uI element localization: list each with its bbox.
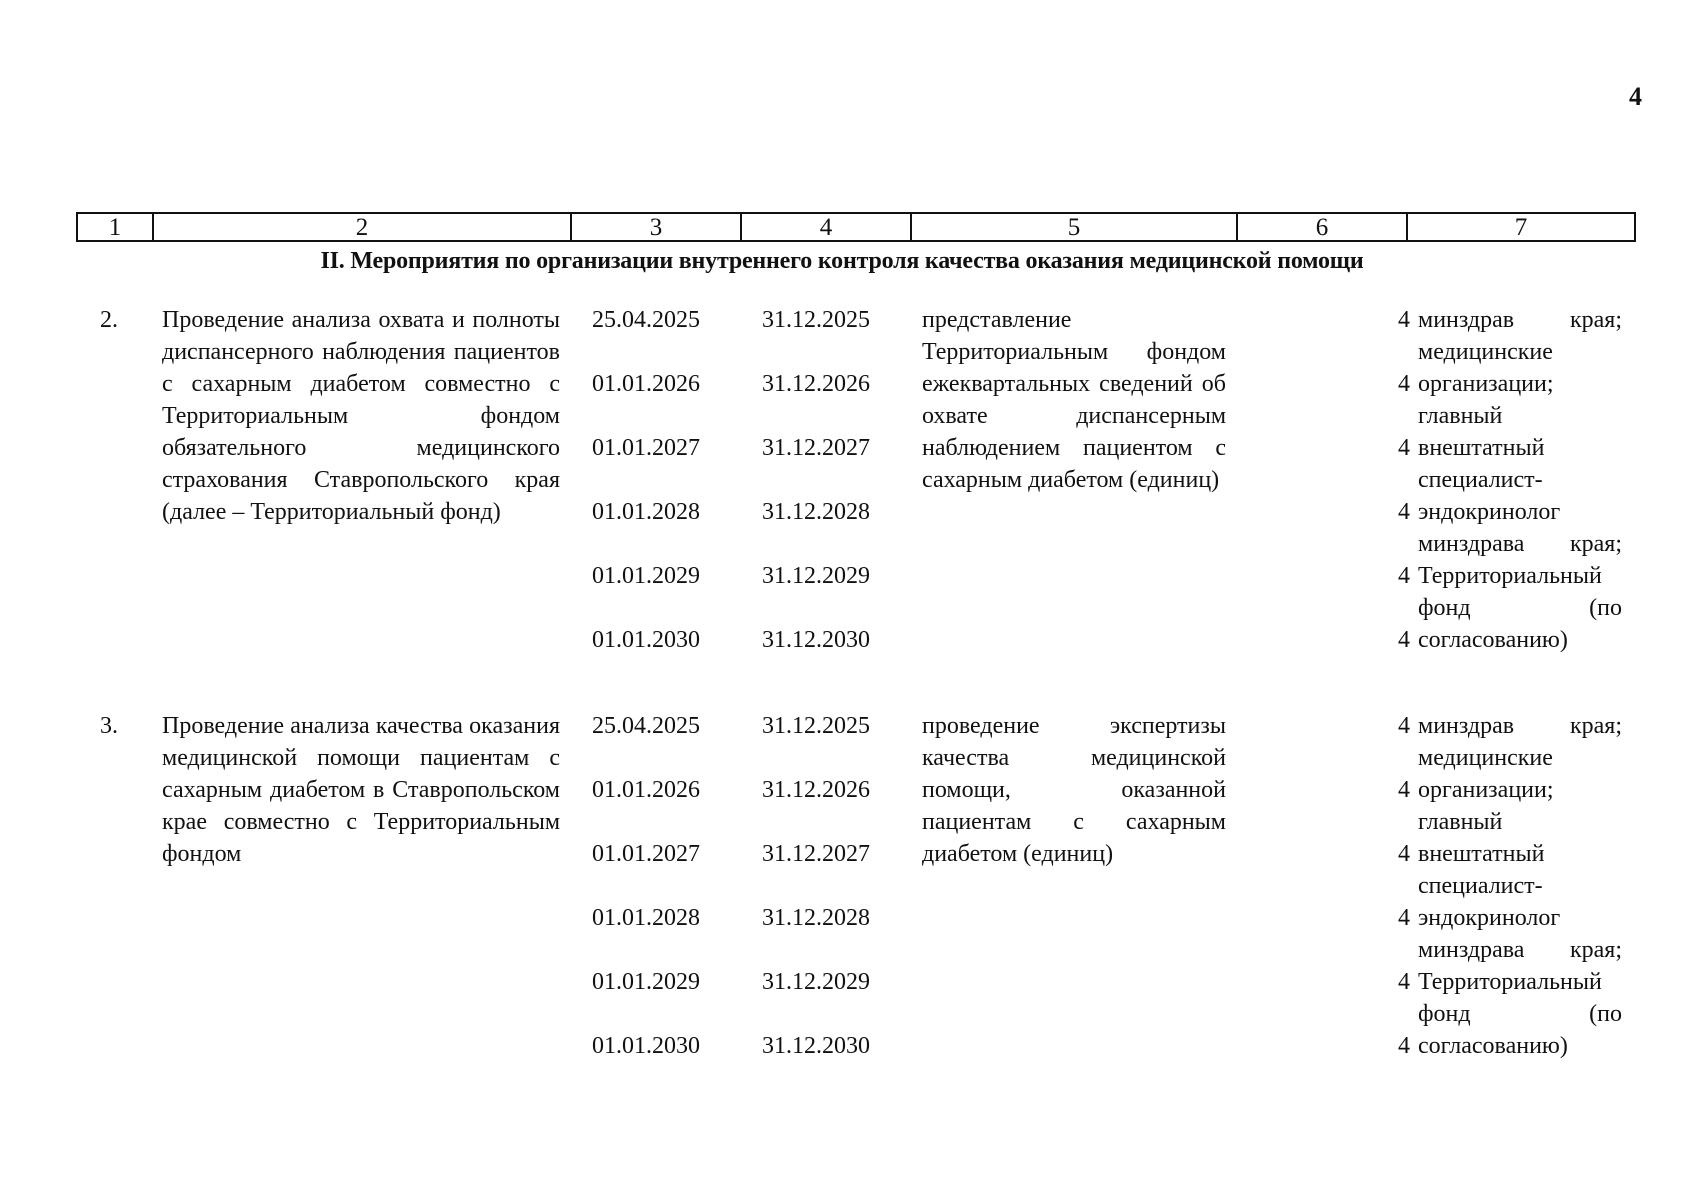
end-date: 31.12.2029 xyxy=(762,969,870,995)
target-value: 4 xyxy=(1398,627,1410,653)
target-value: 4 xyxy=(1398,1033,1410,1059)
column-number: 3 xyxy=(572,214,742,240)
period-list xyxy=(592,304,912,688)
period xyxy=(592,496,912,560)
responsible-parties: минздрав края; медицинские организации; главный внештатный специалист-эндокринолог минздрава края; Территориальный фонд (по согласованию) xyxy=(1418,713,1622,1059)
column-number: 4 xyxy=(742,214,912,240)
start-date: 01.01.2030 xyxy=(592,627,700,653)
indicator-description: представление Территориальным фондом ежеквартальных сведений об охвате диспансерным наблюдением пациентом с сахарным диабетом (единиц) xyxy=(922,307,1226,493)
period xyxy=(592,838,912,902)
column-number-header xyxy=(76,212,1636,242)
target-value: 4 xyxy=(1398,499,1410,525)
end-date: 31.12.2029 xyxy=(762,563,870,589)
activity-description: Проведение анализа качества оказания медицинской помощи пациентам с сахарным диабетом в Ставропольском крае совместно с Территориальным фондом xyxy=(162,713,560,867)
period xyxy=(592,432,912,496)
target-values xyxy=(1370,304,1410,688)
end-date: 31.12.2027 xyxy=(762,841,870,867)
end-date: 31.12.2026 xyxy=(762,371,870,397)
row-number: 3. xyxy=(100,713,118,739)
activity-description: Проведение анализа охвата и полноты диспансерного наблюдения пациентов с сахарным диабетом совместно с Территориальным фондом обязательного медицинского страхования Ставропольского края (далее – Территориальный фонд) xyxy=(162,307,560,525)
indicator-description: проведение экспертизы качества медицинской помощи, оказанной пациентам с сахарным диабетом (единиц) xyxy=(922,713,1226,867)
target-value: 4 xyxy=(1398,307,1410,333)
end-date: 31.12.2030 xyxy=(762,1033,870,1059)
end-date: 31.12.2028 xyxy=(762,905,870,931)
target-value: 4 xyxy=(1398,371,1410,397)
period xyxy=(592,1030,912,1094)
column-number: 6 xyxy=(1238,214,1408,240)
target-value: 4 xyxy=(1398,713,1410,739)
target-value: 4 xyxy=(1398,777,1410,803)
period-list xyxy=(592,710,912,1094)
page-number: 4 xyxy=(1629,82,1642,111)
period xyxy=(592,560,912,624)
start-date: 25.04.2025 xyxy=(592,713,700,739)
start-date: 01.01.2029 xyxy=(592,563,700,589)
end-date: 31.12.2025 xyxy=(762,307,870,333)
start-date: 01.01.2026 xyxy=(592,371,700,397)
end-date: 31.12.2030 xyxy=(762,627,870,653)
start-date: 01.01.2028 xyxy=(592,499,700,525)
start-date: 01.01.2026 xyxy=(592,777,700,803)
period xyxy=(592,902,912,966)
start-date: 01.01.2030 xyxy=(592,1033,700,1059)
period xyxy=(592,304,912,368)
start-date: 01.01.2029 xyxy=(592,969,700,995)
end-date: 31.12.2027 xyxy=(762,435,870,461)
start-date: 01.01.2028 xyxy=(592,905,700,931)
column-number: 5 xyxy=(912,214,1238,240)
period xyxy=(592,966,912,1030)
target-value: 4 xyxy=(1398,563,1410,589)
end-date: 31.12.2028 xyxy=(762,499,870,525)
column-number: 7 xyxy=(1514,214,1528,241)
target-value: 4 xyxy=(1398,841,1410,867)
end-date: 31.12.2026 xyxy=(762,777,870,803)
row-number: 2. xyxy=(100,307,118,333)
target-value: 4 xyxy=(1398,905,1410,931)
period xyxy=(592,624,912,688)
target-values xyxy=(1370,710,1410,1094)
period xyxy=(592,710,912,774)
column-number: 2 xyxy=(154,214,572,240)
section-title: II. Мероприятия по организации внутреннего контроля качества оказания медицинской помощи xyxy=(320,248,1364,274)
period xyxy=(592,774,912,838)
start-date: 01.01.2027 xyxy=(592,841,700,867)
period xyxy=(592,368,912,432)
start-date: 01.01.2027 xyxy=(592,435,700,461)
end-date: 31.12.2025 xyxy=(762,713,870,739)
target-value: 4 xyxy=(1398,435,1410,461)
start-date: 25.04.2025 xyxy=(592,307,700,333)
column-number: 1 xyxy=(78,214,154,240)
target-value: 4 xyxy=(1398,969,1410,995)
responsible-parties: минздрав края; медицинские организации; главный внештатный специалист-эндокринолог минздрава края; Территориальный фонд (по согласованию) xyxy=(1418,307,1622,653)
